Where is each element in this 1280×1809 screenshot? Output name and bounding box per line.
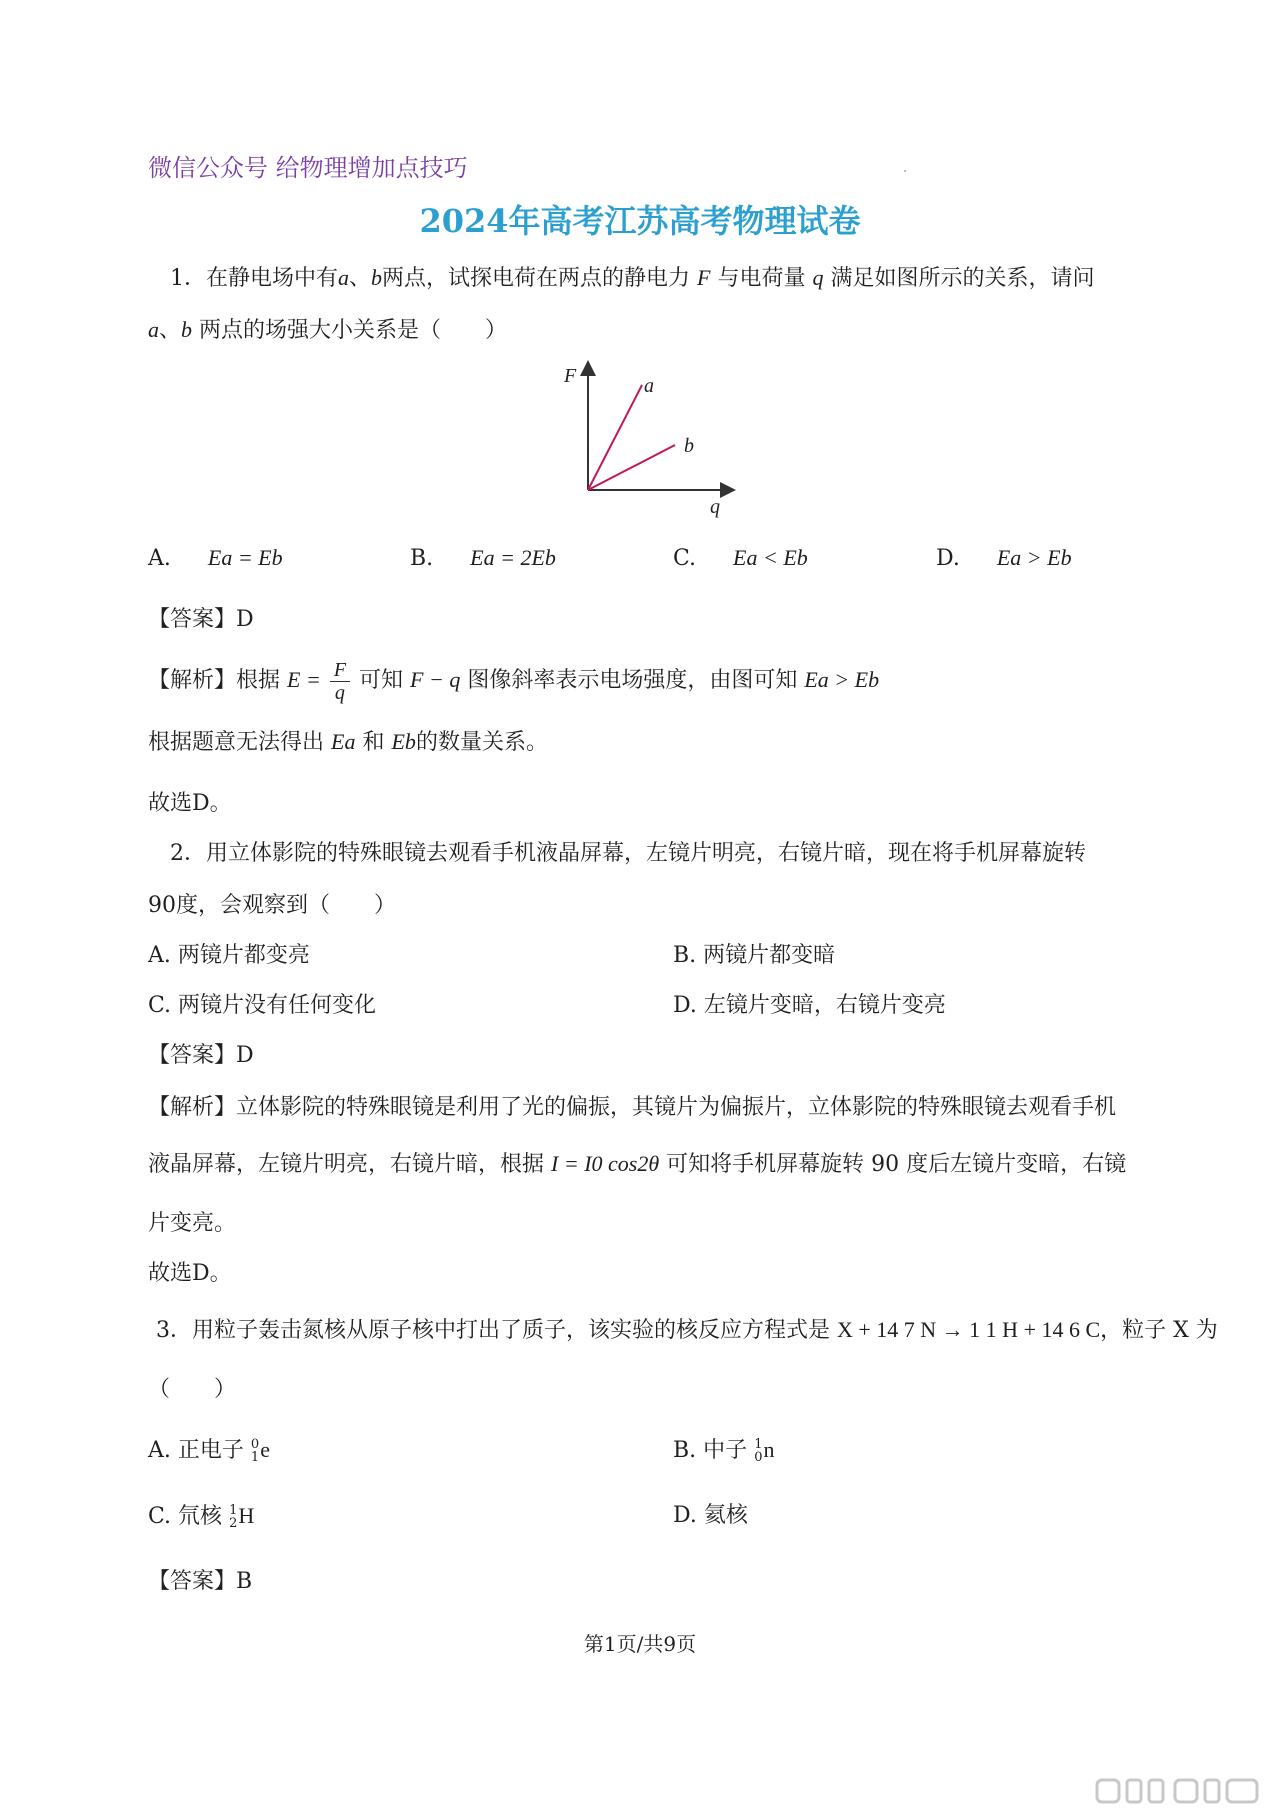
option-expr: Ea = 2Eb [470, 545, 556, 570]
option-text: 氦核 [703, 1503, 748, 1528]
stray-dot [904, 170, 906, 172]
charge-number: 2 [229, 1516, 238, 1531]
frac-numerator: F [330, 659, 350, 682]
q1-analysis-line2 [148, 726, 1138, 759]
q2-option-c: C. 两镜片没有任何变化 [148, 993, 377, 1018]
mass-number: 1 [229, 1503, 238, 1518]
analysis-text: 【解析】根据 [148, 668, 281, 693]
option-expr: Ea > Eb [996, 545, 1072, 570]
wechat-account-label: 微信公众号 给物理增加点技巧 [148, 154, 468, 182]
q1-option-b [410, 542, 556, 575]
nuclear-equation: X + 14 7 N → 1 1 H + 14 6 C [837, 1317, 1101, 1342]
line-a [588, 385, 642, 490]
isotope-notation [229, 1504, 237, 1530]
option-label: B. [673, 1438, 697, 1463]
charge-number: 0 [754, 1450, 763, 1465]
formula-E: E = [287, 667, 321, 692]
line-b [588, 445, 675, 490]
option-label: D. [936, 546, 960, 571]
q2-analysis-line1: 【解析】立体影院的特殊眼镜是利用了光的偏振，其镜片为偏振片，立体影院的特殊眼镜去观看手机 [148, 1095, 1117, 1120]
line-b-label: b [684, 435, 694, 457]
mass-number: 0 [250, 1437, 260, 1452]
fraction-F-over-q [330, 659, 350, 704]
q3-option-a [148, 1434, 270, 1467]
q1-answer: 【答案】D [148, 607, 254, 632]
option-label: A. [148, 1438, 171, 1463]
analysis-text: 根据题意无法得出 [148, 730, 325, 755]
analysis-text: 可知将手机屏幕旋转 90 度后左镜片变暗，右镜 [666, 1152, 1127, 1177]
q3-option-d [673, 1500, 748, 1532]
formula-Ea: Ea [331, 729, 356, 754]
q1-line1 [170, 262, 1160, 295]
analysis-text: 和 [362, 730, 385, 755]
q1-text: 两点的场强大小关系是（ ） [199, 318, 508, 343]
q1-var-q: q [812, 265, 824, 290]
q1-var-a: a [148, 317, 159, 342]
q3-text: ，粒子 X 为 [1100, 1318, 1218, 1343]
option-expr: Ea = Eb [207, 545, 283, 570]
q3-option-b [673, 1434, 774, 1467]
option-label: C. [148, 1504, 172, 1529]
q1-var-F: F [697, 265, 711, 290]
q2-conclusion: 故选D。 [148, 1261, 232, 1286]
formula-Ea-gt-Eb: Ea > Eb [804, 667, 880, 692]
option-label: B. [410, 546, 434, 571]
q2-option-b: B. 两镜片都变暗 [673, 943, 836, 968]
q2-analysis-line2 [148, 1148, 1138, 1181]
q3-text: 3．用粒子轰击氮核从原子核中打出了质子，该实验的核反应方程式是 [156, 1318, 830, 1343]
isotope-notation [754, 1438, 762, 1464]
line-a-label: a [644, 375, 654, 397]
analysis-text: 液晶屏幕，左镜片明亮，右镜片暗，根据 [148, 1152, 545, 1177]
q1-text: 与电荷量 [717, 266, 806, 291]
option-expr: Ea < Eb [733, 545, 808, 570]
q2-option-d: D. 左镜片变暗，右镜片变亮 [673, 993, 946, 1018]
q1-analysis [148, 656, 1138, 705]
q1-var-b: b [181, 317, 193, 342]
q1-option-c [673, 542, 808, 575]
q2-line2: 90度，会观察到（ ） [148, 893, 396, 918]
page-number: 第1页/共9页 [583, 1632, 697, 1656]
particle-symbol: H [238, 1503, 255, 1528]
formula-F-q: F − q [410, 667, 461, 692]
q3-option-c [148, 1500, 254, 1533]
frac-denominator: q [334, 681, 345, 704]
particle-symbol: n [763, 1437, 775, 1462]
q1-text: 两点，试探电荷在两点的静电力 [382, 266, 691, 291]
q3-line1 [156, 1314, 1218, 1347]
q1-f-q-graph [560, 360, 740, 520]
exam-title: 2024年高考江苏高考物理试卷 [419, 202, 861, 240]
x-axis-label: q [710, 496, 720, 518]
q2-line1: 2．用立体影院的特殊眼镜去观看手机液晶屏幕，左镜片明亮，右镜片暗，现在将手机屏幕旋转 [170, 841, 1087, 866]
option-label: A. [148, 546, 171, 571]
q2-answer: 【答案】D [148, 1043, 254, 1068]
q3-answer: 【答案】B [148, 1569, 253, 1594]
q1-option-a [148, 542, 283, 575]
option-text: 中子 [703, 1438, 748, 1463]
isotope-notation [251, 1438, 259, 1464]
q1-option-d [936, 542, 1072, 575]
watermark-logo-icon [1095, 1776, 1265, 1806]
q1-text: 1．在静电场中有 [170, 266, 338, 291]
q1-sep: 、 [349, 266, 372, 291]
option-text: 正电子 [177, 1438, 244, 1463]
q1-var-b: b [371, 265, 383, 290]
analysis-text: 的数量关系。 [415, 730, 548, 755]
mass-number: 1 [754, 1437, 763, 1452]
analysis-text: 图像斜率表示电场强度，由图可知 [467, 668, 798, 693]
particle-symbol: e [260, 1437, 270, 1462]
q3-line2: （ ） [148, 1377, 237, 1402]
q1-text: 满足如图所示的关系，请问 [830, 266, 1095, 291]
charge-number: 1 [250, 1450, 260, 1465]
q1-conclusion: 故选D。 [148, 791, 232, 816]
q2-option-a: A. 两镜片都变亮 [148, 943, 310, 968]
option-label: D. [673, 1503, 697, 1528]
q2-analysis-line3: 片变亮。 [148, 1211, 237, 1236]
option-text: 氘核 [178, 1504, 223, 1529]
q1-line2 [148, 314, 1138, 347]
y-axis-label: F [564, 365, 577, 387]
analysis-text: 可知 [359, 668, 404, 693]
formula-Eb: Eb [391, 729, 416, 754]
q1-sep: 、 [159, 318, 182, 343]
q1-var-a: a [338, 265, 349, 290]
formula-malus-law: I = I0 cos2θ [551, 1151, 660, 1176]
option-label: C. [673, 546, 697, 571]
